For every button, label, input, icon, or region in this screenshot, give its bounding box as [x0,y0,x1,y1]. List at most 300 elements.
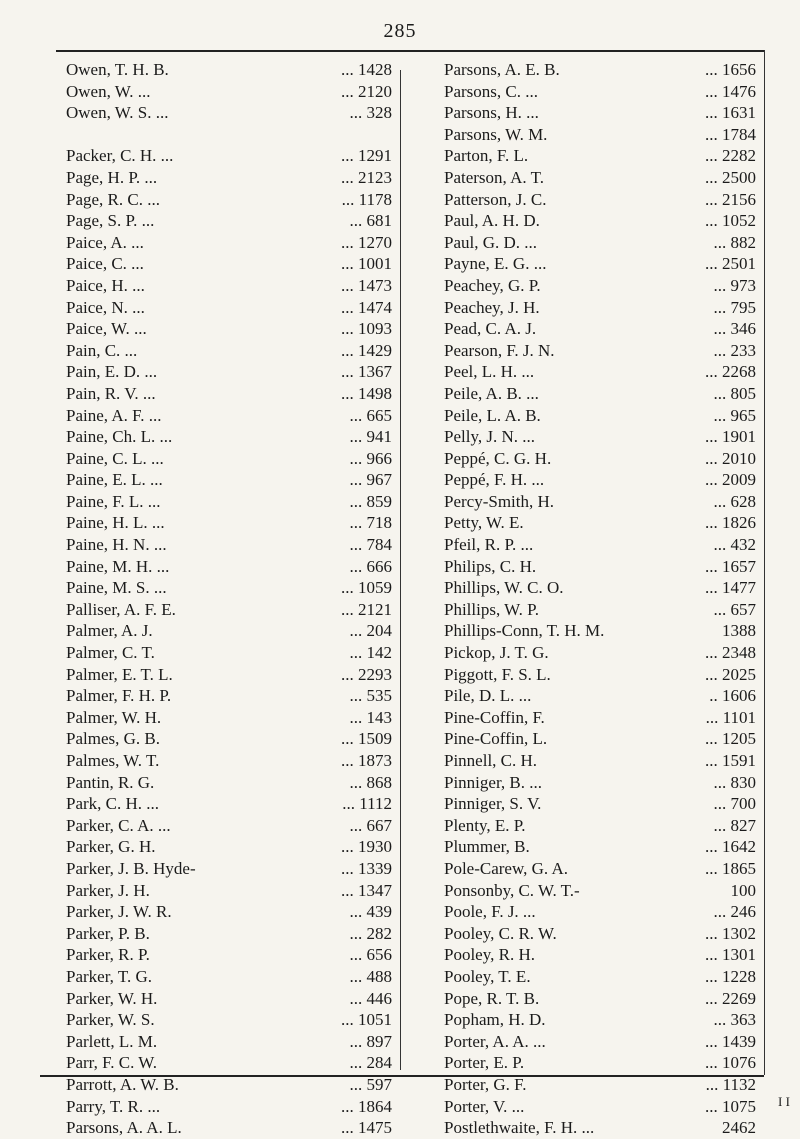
entry-page-number: ... 1865 [705,858,756,878]
entry-name: Paice, H. ... [66,275,145,295]
entry-name: Parlett, L. M. [66,1031,158,1051]
entry-page-number: ... 718 [349,513,392,533]
entry-name: Pain, E. D. ... [66,362,158,382]
index-entry [66,1031,392,1053]
entry-page-number: ... 973 [713,275,756,295]
index-entry [66,772,392,794]
entry-page-number: ... 966 [349,448,392,468]
entry-page-number: .. 1606 [709,686,756,706]
entry-page-number: ... 1473 [341,275,392,295]
entry-name: Parsons, A. E. B. [444,60,560,79]
index-entry [444,210,756,232]
entry-name: Packer, C. H. ... [66,146,174,166]
entry-name: Porter, A. A. ... [444,1031,546,1051]
entry-page-number: ... 1101 [705,707,756,727]
entry-name: Owen, W. S. ... [66,103,169,123]
entry-page-number: ... 2501 [705,254,756,274]
index-entry [66,815,392,837]
top-rule [56,50,764,52]
entry-page-number: ... 2156 [705,189,756,209]
entry-page-number: ... 143 [349,707,392,727]
entry-page-number: ... 1509 [341,729,392,749]
index-entry [444,880,756,902]
index-entry [66,102,392,124]
index-entry [66,340,392,362]
entry-name: Pooley, T. E. [444,966,531,986]
entry-name: Pinniger, B. ... [444,772,543,792]
entry-name: Pine-Coffin, L. [444,729,548,749]
entry-name: Palmer, A. J. [66,621,153,641]
entry-page-number: ... 142 [349,643,392,663]
index-entry [66,728,392,750]
entry-page-number: ... 1228 [705,966,756,986]
index-entry [444,556,756,578]
index-entry [444,189,756,211]
index-entry [66,426,392,448]
entry-page-number: ... 1429 [341,340,392,360]
entry-name: Paul, G. D. ... [444,232,538,252]
entry-page-number: ... 204 [349,621,392,641]
index-entry [66,1052,392,1074]
entry-name: Pole-Carew, G. A. [444,858,569,878]
entry-page-number: ... 2293 [341,664,392,684]
entry-name: Parr, F. C. W. [66,1053,158,1073]
entry-name: Paine, Ch. L. ... [66,427,173,447]
index-entry [66,966,392,988]
entry-name: Owen, T. H. B. [66,60,169,79]
index-entry [66,1009,392,1031]
index-entry [66,318,392,340]
index-entry [444,685,756,707]
entry-name: Peile, L. A. B. [444,405,541,425]
index-entry [444,448,756,470]
entry-name: Pope, R. T. B. [444,988,540,1008]
entry-name: Palliser, A. F. E. [66,599,176,619]
entry-page-number: ... 1367 [341,362,392,382]
entry-page-number: ... 1591 [705,751,756,770]
index-entry [66,1074,392,1096]
entry-page-number: ... 363 [713,1010,756,1030]
entry-page-number: ... 488 [349,966,392,986]
entry-name: Paice, A. ... [66,232,144,252]
index-entry [444,253,756,275]
entry-page-number: ... 432 [713,535,756,555]
entry-name: Pfeil, R. P. ... [444,535,534,555]
entry-page-number: ... 830 [713,772,756,792]
index-entry [444,664,756,686]
entry-name: Parrott, A. W. B. [66,1074,179,1094]
entry-name: Phillips, W. C. O. [444,578,564,598]
index-entry [444,836,756,858]
entry-page-number: ... 2282 [705,146,756,166]
index-entry [444,577,756,599]
entry-page-number: ... 965 [713,405,756,425]
entry-name: Peppé, F. H. ... [444,470,545,490]
entry-name: Porter, V. ... [444,1096,525,1116]
entry-name: Park, C. H. ... [66,794,160,814]
entry-name: Parsons, A. A. L. [66,1118,182,1138]
index-entry [444,491,756,513]
index-entry [444,923,756,945]
entry-name: Parker, C. A. ... [66,815,171,835]
index-entry [66,81,392,103]
index-entry [66,880,392,902]
entry-name: Percy-Smith, H. [444,491,555,511]
bottom-rule [40,1075,764,1077]
entry-name: Pead, C. A. J. [444,319,537,339]
entry-page-number: ... 1864 [341,1096,392,1116]
index-entry [444,102,756,124]
entry-page-number: ... 967 [349,470,392,490]
entry-page-number: ... 882 [713,232,756,252]
entry-page-number: ... 535 [349,686,392,706]
index-entry [66,491,392,513]
entry-name: Parton, F. L. [444,146,529,166]
entry-page-number: ... 446 [349,988,392,1008]
entry-page-number: ... 1059 [341,578,392,598]
index-entry [66,685,392,707]
entry-name: Peachey, G. P. [444,275,541,295]
entry-page-number: ... 2348 [705,643,756,663]
entry-name: Pooley, R. H. [444,945,535,965]
entry-name: Owen, W. ... [66,81,151,101]
entry-name: Phillips-Conn, T. H. M. [444,621,605,641]
entry-name: Palmes, G. B. [66,729,160,749]
index-entry [66,944,392,966]
entry-name: Palmer, F. H. P. [66,686,172,706]
entry-name: Paice, C. ... [66,254,144,274]
entry-name: Popham, H. D. [444,1010,546,1030]
index-entry [444,232,756,254]
index-entry [66,189,392,211]
index-entry [444,599,756,621]
entry-page-number: ... 784 [349,535,392,555]
index-entry [66,577,392,599]
entry-page-number: ... 1270 [341,232,392,252]
index-entry [66,253,392,275]
signature-mark: I I [778,1094,790,1109]
entry-name: Pain, C. ... [66,340,138,360]
index-entry [444,469,756,491]
index-entry [66,793,392,815]
index-entry [444,318,756,340]
entry-page-number: ... 1347 [341,880,392,900]
index-entry [444,620,756,642]
page-number: 285 [383,20,417,42]
index-entry [444,750,756,772]
index-entry [66,232,392,254]
entry-page-number: ... 1132 [705,1074,756,1094]
entry-name: Pantin, R. G. [66,772,155,792]
index-entry [66,297,392,319]
index-entry [444,1096,756,1118]
entry-name: Postlethwaite, F. H. ... [444,1118,595,1138]
entry-name: Pine-Coffin, F. [444,707,545,727]
entry-name: Palmer, C. T. [66,643,155,663]
entry-page-number: ... 1428 [341,60,392,79]
entry-name: Piggott, F. S. L. [444,664,551,684]
entry-name: Palmer, W. H. [66,707,162,727]
entry-page-number: ... 1475 [341,1118,392,1138]
entry-name: Paine, A. F. ... [66,405,162,425]
entry-name: Paine, H. L. ... [66,513,165,533]
entry-page-number: ... 439 [349,902,392,922]
index-entry [66,923,392,945]
index-entry [444,858,756,880]
index-entry [66,642,392,664]
entry-name: Philips, C. H. [444,556,537,576]
entry-page-number: ... 656 [349,945,392,965]
entry-page-number: ... 1001 [341,254,392,274]
index-entry [444,1009,756,1031]
entry-page-number: ... 628 [713,491,756,511]
entry-page-number: ... 1642 [705,837,756,857]
entry-page-number: ... 868 [349,772,392,792]
entry-name: Porter, G. F. [444,1074,527,1094]
index-entry [66,361,392,383]
entry-page-number: ... 1826 [705,513,756,533]
entry-name: Paice, N. ... [66,297,145,317]
entry-page-number: ... 1656 [705,60,756,79]
entry-name: Pinniger, S. V. [444,794,542,814]
entry-page-number: ... 284 [349,1053,392,1073]
entry-page-number: ... 233 [713,340,756,360]
entry-page-number: ... 700 [713,794,756,814]
entry-name: Page, H. P. ... [66,167,158,187]
blank-line [66,124,392,146]
entry-page-number: ... 941 [349,427,392,447]
entry-name: Peel, L. H. ... [444,362,535,382]
index-entry [66,1117,392,1139]
entry-name: Parker, P. B. [66,923,150,943]
index-entry [444,340,756,362]
entry-page-number: ... 597 [349,1074,392,1094]
entry-name: Parker, T. G. [66,966,153,986]
index-entry [444,707,756,729]
entry-name: Peile, A. B. ... [444,383,539,403]
index-entry [66,405,392,427]
index-entry [444,988,756,1010]
entry-page-number: ... 665 [349,405,392,425]
entry-page-number: ... 1498 [341,383,392,403]
index-entry [66,167,392,189]
entry-name: Paine, M. S. ... [66,578,167,598]
index-entry [66,275,392,297]
index-entry [66,858,392,880]
index-entry [66,383,392,405]
entry-page-number: ... 2120 [341,81,392,101]
index-entry [444,383,756,405]
index-entry [66,145,392,167]
left-index-column [66,59,392,1139]
entry-page-number: ... 1657 [705,556,756,576]
entry-name: Pile, D. L. ... [444,686,532,706]
column-divider [400,70,401,1070]
entry-name: Paine, C. L. ... [66,448,164,468]
index-entry [66,599,392,621]
entry-name: Paine, H. N. ... [66,535,167,555]
entry-page-number: ... 328 [349,103,392,123]
entry-page-number: 1388 [722,621,756,641]
entry-name: Parker, J. B. Hyde- [66,858,196,878]
entry-name: Poole, F. J. ... [444,902,536,922]
index-entry [66,620,392,642]
index-entry [66,210,392,232]
index-entry [444,59,756,81]
index-entry [444,966,756,988]
index-entry [66,1096,392,1118]
entry-page-number: ... 897 [349,1031,392,1051]
index-entry [444,167,756,189]
entry-page-number: ... 246 [713,902,756,922]
entry-name: Plenty, E. P. [444,815,526,835]
entry-page-number: ... 1873 [341,751,392,770]
entry-page-number: ... 666 [349,556,392,576]
index-entry [66,534,392,556]
entry-page-number: ... 1476 [705,81,756,101]
index-entry [444,944,756,966]
entry-page-number: ... 1178 [341,189,392,209]
entry-name: Pain, R. V. ... [66,383,156,403]
index-entry [66,469,392,491]
index-entry [444,793,756,815]
entry-page-number: ... 667 [349,815,392,835]
index-entry [66,512,392,534]
entry-name: Parker, W. S. [66,1010,155,1030]
index-entry [444,815,756,837]
entry-page-number: ... 1112 [342,794,392,814]
entry-page-number: ... 282 [349,923,392,943]
entry-name: Parker, G. H. [66,837,156,857]
entry-name: Paine, F. L. ... [66,491,161,511]
entry-name: Plummer, B. [444,837,530,857]
index-entry [444,512,756,534]
entry-name: Phillips, W. P. [444,599,539,619]
index-entry [444,534,756,556]
index-entry [66,836,392,858]
entry-page-number: ... 1477 [705,578,756,598]
index-entry [66,448,392,470]
entry-name: Paine, E. L. ... [66,470,163,490]
entry-page-number: ... 2123 [341,167,392,187]
index-entry [66,664,392,686]
entry-name: Parker, J. W. R. [66,902,172,922]
index-entry [66,988,392,1010]
entry-page-number: ... 827 [713,815,756,835]
index-entry [66,901,392,923]
entry-page-number: ... 1901 [705,427,756,447]
entry-name: Parsons, W. M. [444,124,548,144]
right-border-rule [764,50,765,1075]
entry-name: Page, R. C. ... [66,189,160,209]
entry-page-number: ... 1052 [705,211,756,231]
entry-name: Porter, E. P. [444,1053,525,1073]
entry-name: Parker, W. H. [66,988,158,1008]
entry-page-number: ... 795 [713,297,756,317]
entry-name: Pelly, J. N. ... [444,427,535,447]
entry-name: Parsons, C. ... [444,81,538,101]
entry-page-number: ... 1205 [705,729,756,749]
entry-name: Petty, W. E. [444,513,524,533]
entry-page-number: ... 681 [349,211,392,231]
index-entry [66,707,392,729]
entry-page-number: ... 1339 [341,858,392,878]
index-entry [444,1074,756,1096]
index-entry [444,1031,756,1053]
entry-name: Pooley, C. R. W. [444,923,557,943]
index-entry [444,145,756,167]
index-entry [444,426,756,448]
entry-page-number: ... 2010 [705,448,756,468]
entry-name: Payne, E. G. ... [444,254,547,274]
entry-name: Pearson, F. J. N. [444,340,555,360]
entry-page-number: ... 1930 [341,837,392,857]
entry-page-number: ... 859 [349,491,392,511]
entry-page-number: ... 2025 [705,664,756,684]
index-entry [66,750,392,772]
entry-name: Patterson, J. C. [444,189,547,209]
index-entry [444,772,756,794]
entry-page-number: ... 1301 [705,945,756,965]
right-index-column [444,59,756,1139]
index-entry [444,124,756,146]
entry-name: Pinnell, C. H. [444,751,538,770]
entry-page-number: ... 2121 [341,599,392,619]
entry-name: Paine, M. H. ... [66,556,170,576]
entry-page-number: ... 1439 [705,1031,756,1051]
entry-page-number: ... 805 [713,383,756,403]
entry-page-number: ... 1291 [341,146,392,166]
entry-name: Paterson, A. T. [444,167,544,187]
index-entry [444,275,756,297]
entry-name: Parry, T. R. ... [66,1096,161,1116]
entry-page-number: ... 1051 [341,1010,392,1030]
entry-page-number: ... 657 [713,599,756,619]
entry-page-number: ... 2500 [705,167,756,187]
entry-page-number: ... 346 [713,319,756,339]
entry-page-number: ... 1784 [705,124,756,144]
entry-page-number: ... 1631 [705,103,756,123]
entry-page-number: ... 1075 [705,1096,756,1116]
entry-page-number: ... 1093 [341,319,392,339]
index-entry [444,1052,756,1074]
entry-page-number: ... 1474 [341,297,392,317]
entry-page-number: 2462 [722,1118,756,1138]
index-entry [444,728,756,750]
index-entry [444,297,756,319]
entry-name: Peppé, C. G. H. [444,448,552,468]
index-entry [444,901,756,923]
entry-page-number: ... 2268 [705,362,756,382]
index-entry [444,1117,756,1139]
entry-name: Palmes, W. T. [66,751,160,770]
entry-name: Ponsonby, C. W. T.- [444,880,580,900]
index-entry [444,405,756,427]
entry-page-number: 100 [730,880,756,900]
entry-name: Paice, W. ... [66,319,147,339]
entry-name: Parsons, H. ... [444,103,539,123]
index-entry [444,81,756,103]
index-entry [444,642,756,664]
index-entry [444,361,756,383]
entry-name: Peachey, J. H. [444,297,540,317]
entry-page-number: ... 1076 [705,1053,756,1073]
index-entry [66,59,392,81]
entry-name: Page, S. P. ... [66,211,155,231]
entry-name: Pickop, J. T. G. [444,643,549,663]
entry-name: Parker, R. P. [66,945,150,965]
entry-page-number: ... 2269 [705,988,756,1008]
